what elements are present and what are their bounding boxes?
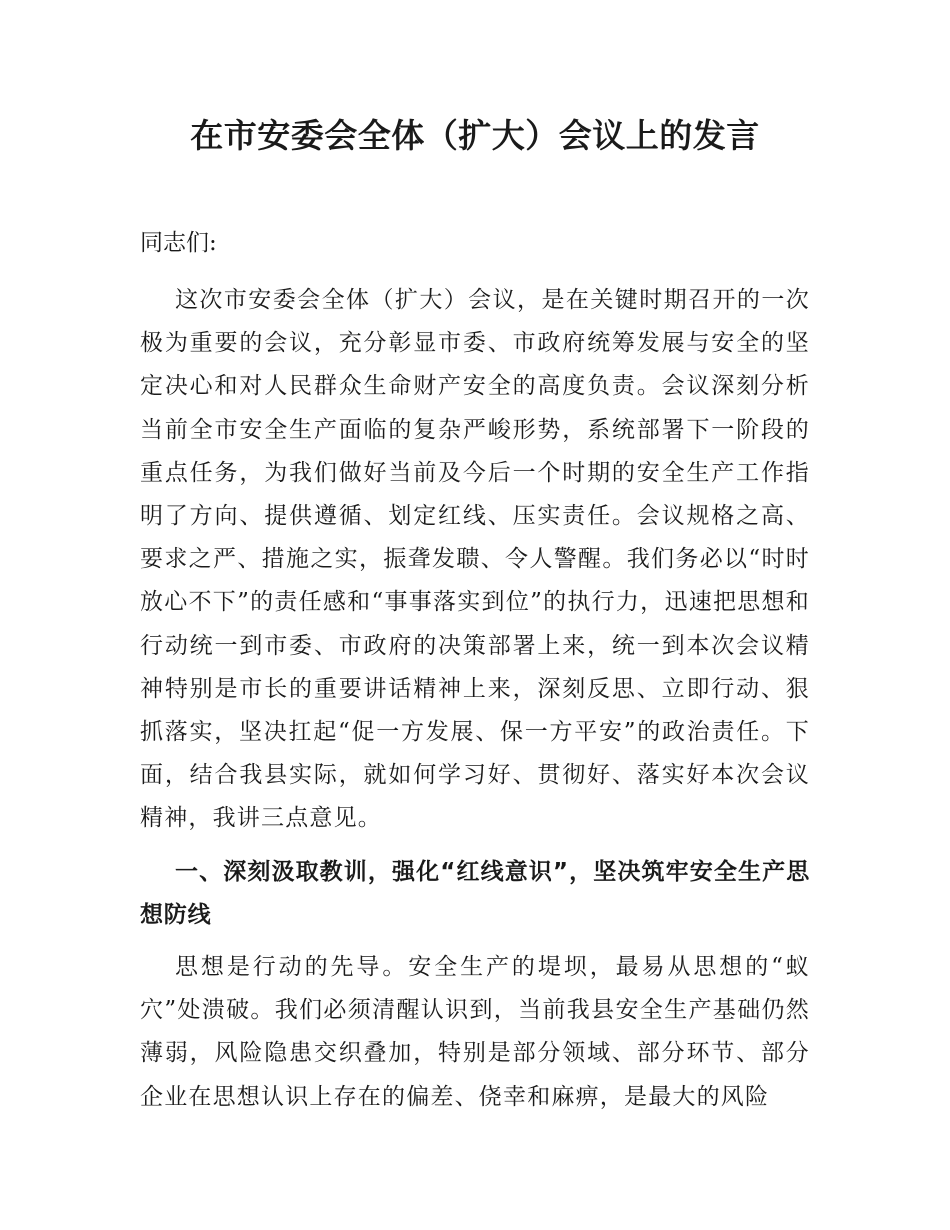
section-heading-1: 一、深刻汲取教训，强化“红线意识”，坚决筑牢安全生产思想防线 (140, 859, 810, 928)
opening-paragraph: 这次市安委会全体（扩大）会议，是在关键时期召开的一次极为重要的会议，充分彰显市委、市政府统筹发展与安全的坚定决心和对人民群众生命财产安全的高度负责。会议深刻分析当前全市安全生产面临的复杂严峻形势，系统部署下一阶段的重点任务，为我们做好当前及今后一个时期的安全生产工作指明了方向、提供遵循、划定红线、压实责任。会议规格之高、要求之严、措施之实，振聋发聩、令人警醒。我们务必以“时时放心不下”的责任感和“事事落实到位”的执行力，迅速把思想和行动统一到市委、市政府的决策部署上来，统一到本次会议精神特别是市长的重要讲话精神上来，深刻反思、立即行动、狠抓落实，坚决扛起“促一方发展、保一方平安”的政治责任。下面，结合我县实际，就如何学习好、贯彻好、落实好本次会议精神，我讲三点意见。 (140, 287, 810, 832)
section-1-paragraph: 思想是行动的先导。安全生产的堤坝，最易从思想的“蚁穴”处溃破。我们必须清醒认识到，当前我县安全生产基础仍然薄弱，风险隐患交织叠加，特别是部分领域、部分环节、部分企业在思想认识上存在的偏差、侥幸和麻痹，是最大的风险 (140, 954, 810, 1110)
salutation: 同志们: (140, 230, 217, 256)
document-title: 在市安委会全体（扩大）会议上的发言 (190, 116, 760, 155)
